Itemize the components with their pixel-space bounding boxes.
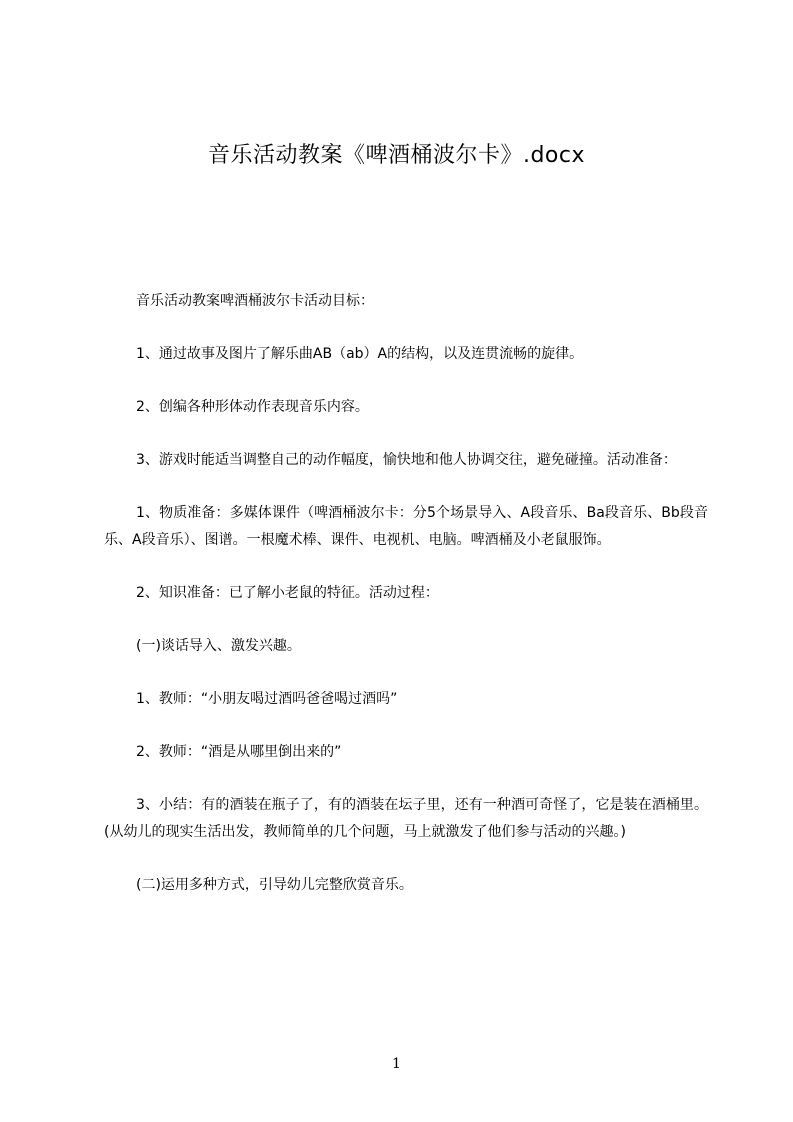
paragraph-summary: 3、小结：有的酒装在瓶子了，有的酒装在坛子里，还有一种酒可奇怪了，它是装在酒桶里。(从幼儿的现实生活出发，教师简单的几个问题，马上就激发了他们参与活动的兴趣。) (104, 797, 708, 840)
paragraph-teacher-question-1: 1、教师：“小朋友喝过酒吗爸爸喝过酒吗” (136, 691, 398, 707)
document-title: 音乐活动教案《啤酒桶波尔卡》.docx (207, 143, 586, 168)
paragraph-material-preparation: 1、物质准备：多媒体课件（啤酒桶波尔卡：分5个场景导入、A段音乐、Ba段音乐、Bb段音乐、A段音乐）、图谱。一根魔术棒、课件、电视机、电脑。啤酒桶及小老鼠服饰。 (104, 505, 708, 548)
paragraph-teacher-question-2: 2、教师：“酒是从哪里倒出来的” (136, 744, 342, 760)
paragraph-goal-2: 2、创编各种形体动作表现音乐内容。 (136, 399, 369, 415)
document-body (104, 288, 708, 925)
paragraph-knowledge-preparation: 2、知识准备：已了解小老鼠的特征。活动过程： (136, 585, 439, 601)
paragraph-step-2-heading: (二)运用多种方式，引导幼儿完整欣赏音乐。 (136, 877, 413, 893)
page-number: 1 (392, 1056, 401, 1072)
paragraph-goal-1: 1、通过故事及图片了解乐曲AB（ab）A的结构，以及连贯流畅的旋律。 (136, 346, 584, 362)
paragraph-goal-3: 3、游戏时能适当调整自己的动作幅度，愉快地和他人协调交往，避免碰撞。活动准备： (136, 452, 677, 468)
paragraph-activity-goals: 音乐活动教案啤酒桶波尔卡活动目标： (136, 293, 374, 309)
paragraph-step-1-heading: (一)谈话导入、激发兴趣。 (136, 638, 301, 654)
